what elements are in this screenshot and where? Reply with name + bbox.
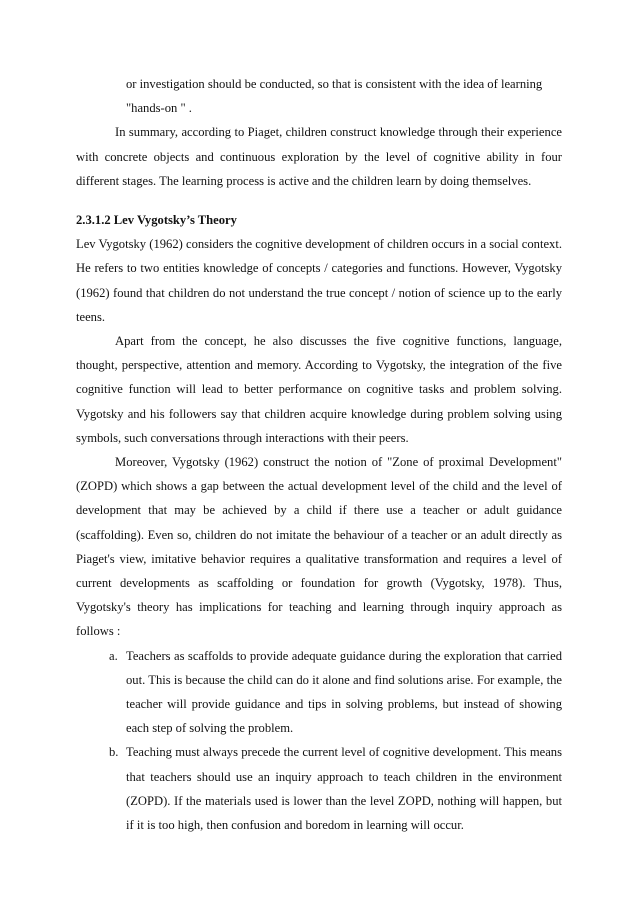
list-item <box>76 740 562 837</box>
vygotsky-intro-paragraph: Lev Vygotsky (1962) considers the cognitive development of children occurs in a social context. He refers to two entities knowledge of concepts / categories and functions. However, Vygotsky (1962) found that children do not understand the true concept / notion of science up to the early teens. <box>76 237 562 324</box>
list-marker: b. <box>109 745 119 760</box>
implications-list <box>76 644 562 838</box>
list-item <box>76 644 562 741</box>
continuation-line-2: "hands-on " . <box>126 101 192 116</box>
list-item-text: Teaching must always precede the current level of cognitive development. This means that teachers should use an inquiry approach to teach children in the environment (ZOPD). If the materials used is lower than the level ZOPD, nothing will happen, but if it is too high, then confusion and boredom in learning will occur. <box>126 745 562 833</box>
list-item-text: Teachers as scaffolds to provide adequate guidance during the exploration that carried out. This is because the child can do it alone and find solutions arise. For example, the teacher will provide guidance and tips in solving problems, but instead of showing each step of solving the problem. <box>126 648 562 736</box>
section-heading: 2.3.1.2 Lev Vygotsky’s Theory <box>76 213 237 228</box>
continuation-line-1: or investigation should be conducted, so that is consistent with the idea of learning <box>126 77 543 91</box>
page-content <box>76 72 562 837</box>
zopd-paragraph: Moreover, Vygotsky (1962) construct the notion of "Zone of proximal Development" (ZOPD) which shows a gap between the actual development level of the child and the level of development that may be achieved by a child if there use a teacher or adult guidance (scaffolding). Even so, children do not imitate the behaviour of a teacher or an adult directly as Piaget's view, imitative behavior requires a qualitative transformation and requires a level of current developments as scaffolding or foundation for growth (Vygotsky, 1978). Thus, Vygotsky's theory has implications for teaching and learning through inquiry approach as follows : <box>76 455 562 639</box>
summary-paragraph: In summary, according to Piaget, children construct knowledge through their experience with concrete objects and continuous exploration by the level of cognitive ability in four different stages. The learning process is active and the children learn by doing themselves. <box>76 125 562 188</box>
list-marker: a. <box>109 648 118 663</box>
cognitive-functions-paragraph: Apart from the concept, he also discusses the five cognitive functions, language, thought, perspective, attention and memory. According to Vygotsky, the integration of the five cognitive function will lead to better performance on cognitive tasks and problem solving. Vygotsky and his followers say that children acquire knowledge during problem solving using symbols, such conversations through interactions with their peers. <box>76 334 562 445</box>
